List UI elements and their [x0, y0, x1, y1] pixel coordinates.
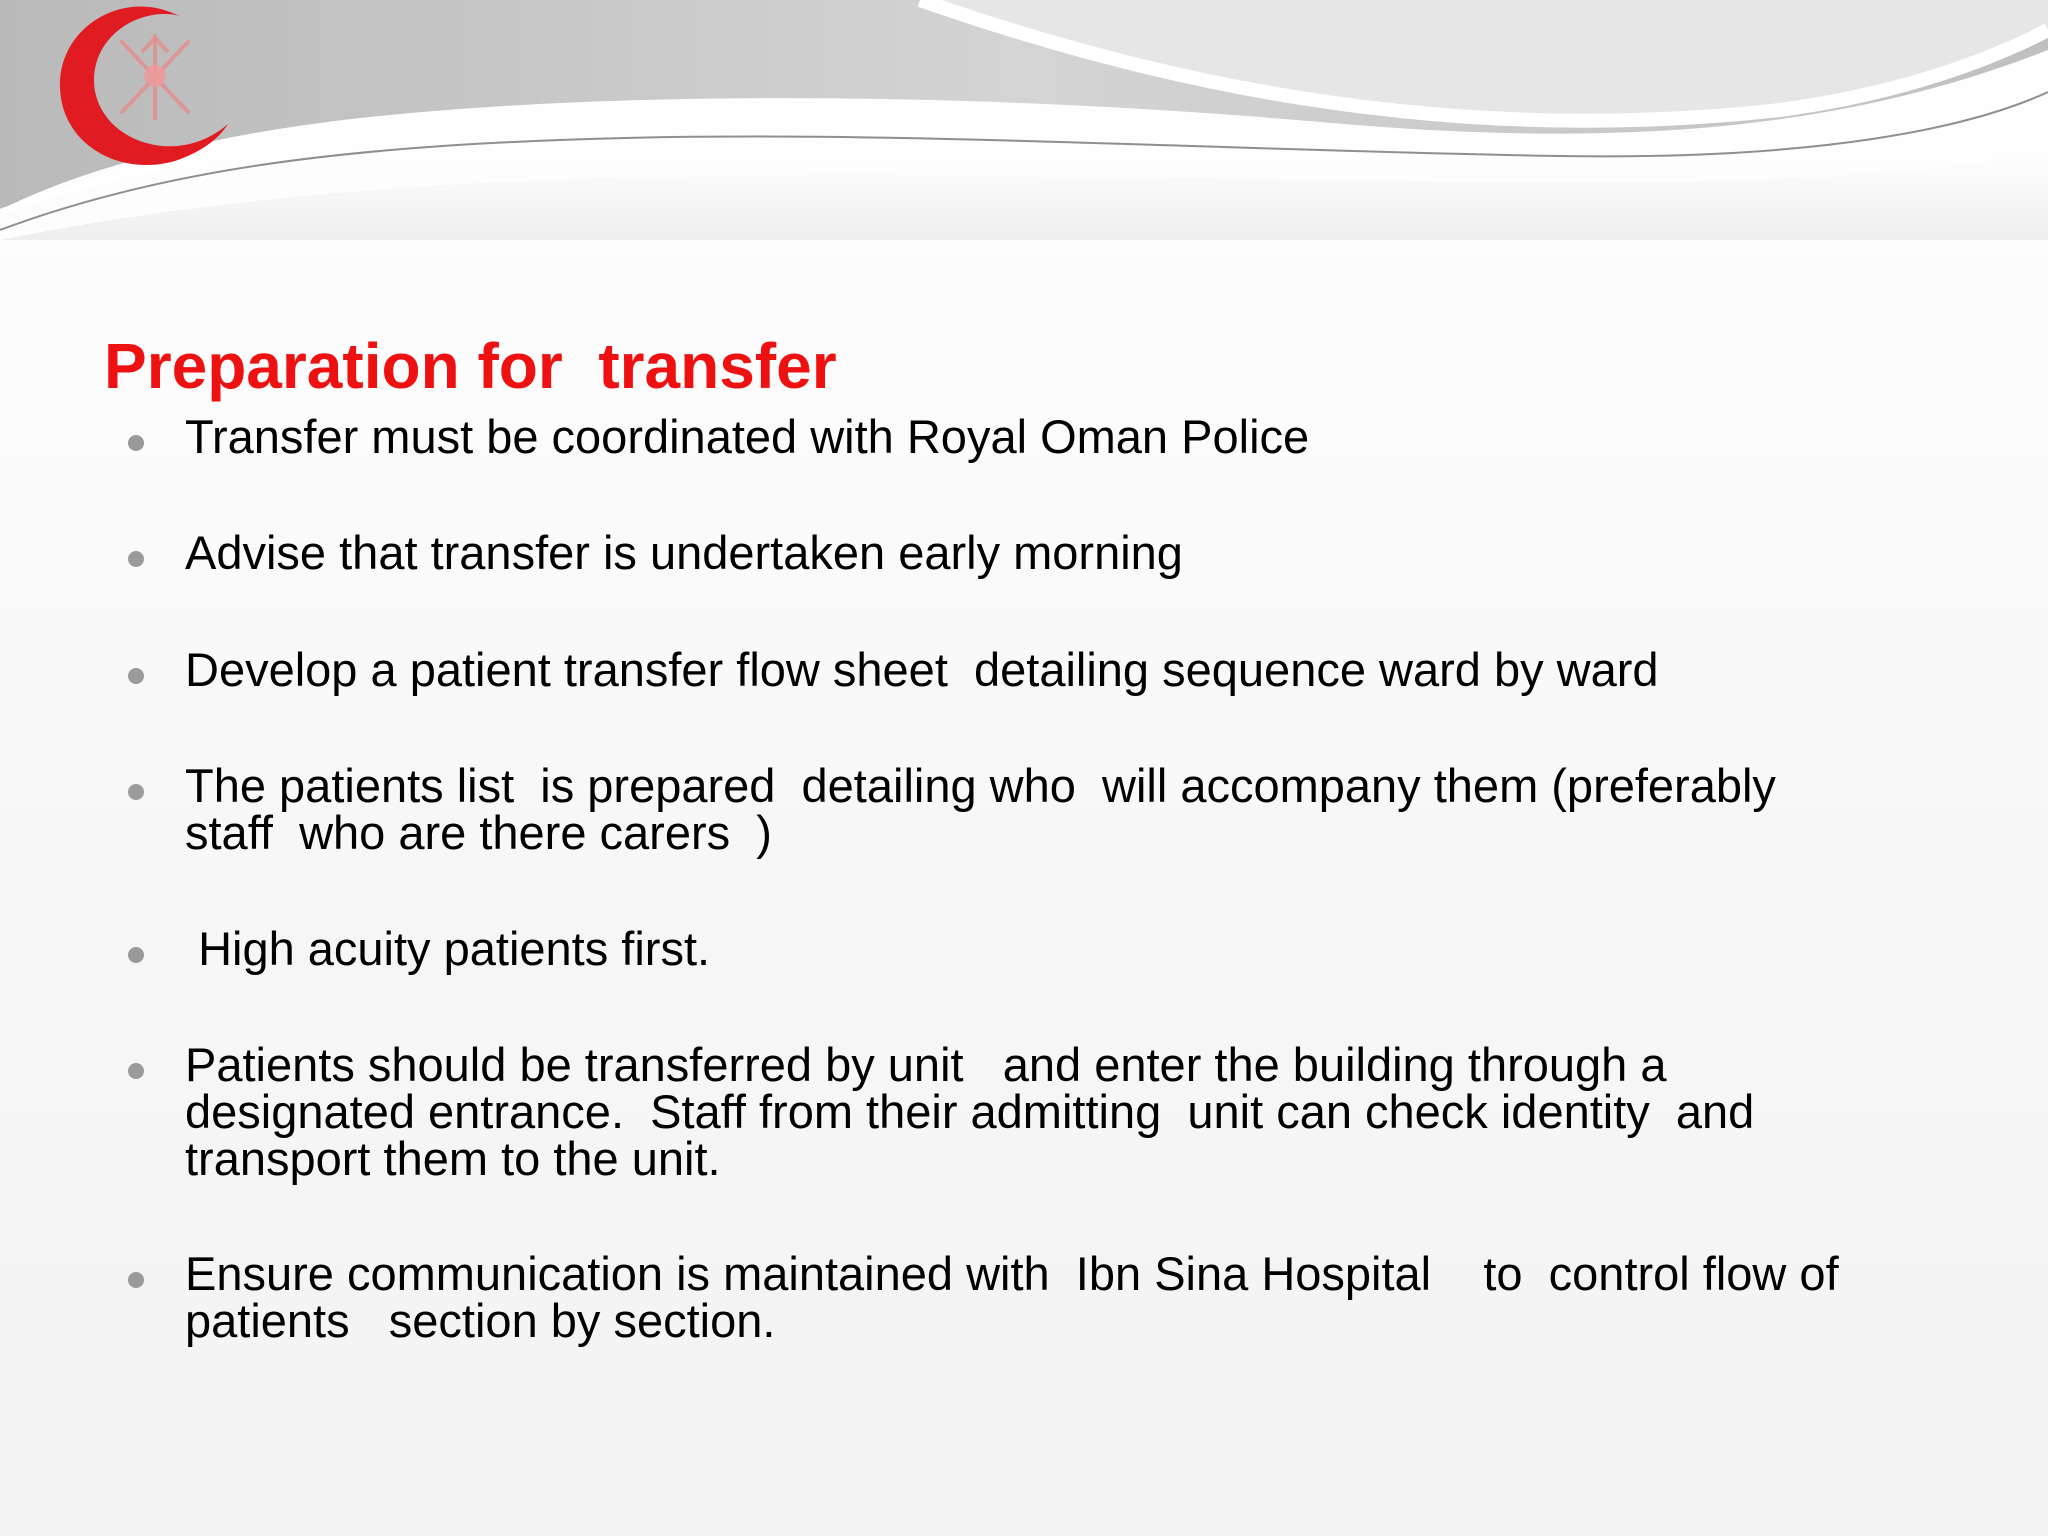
- bullet-dot-icon: [128, 551, 144, 567]
- red-crescent-emblem-icon: [50, 0, 240, 175]
- bullet-dot-icon: [128, 668, 144, 684]
- list-item-text: Transfer must be coordinated with Royal Oman Police: [185, 410, 1310, 463]
- bullet-dot-icon: [128, 1063, 144, 1079]
- list-item-text: Develop a patient transfer flow sheet detailing sequence ward by ward: [185, 643, 1659, 696]
- list-item-text: Ensure communication is maintained with Ibn Sina Hospital to control flow of patients section by section.: [185, 1247, 1852, 1347]
- bullet-dot-icon: [128, 435, 144, 451]
- header-swoosh-decoration: [0, 0, 2048, 240]
- list-item-text: Patients should be transferred by unit and enter the building through a designated entrance. Staff from their admitting unit can check identity and transport them to the unit.: [185, 1038, 1768, 1185]
- list-item-text: Advise that transfer is undertaken early morning: [185, 526, 1183, 579]
- bullet-dot-icon: [128, 784, 144, 800]
- bullet-dot-icon: [128, 947, 144, 963]
- bullet-dot-icon: [128, 1272, 144, 1288]
- list-item-text: The patients list is prepared detailing who will accompany them (preferably staff who are there carers ): [185, 759, 1789, 859]
- list-item-text: High acuity patients first.: [185, 922, 711, 975]
- slide-title: Preparation for transfer: [104, 330, 837, 402]
